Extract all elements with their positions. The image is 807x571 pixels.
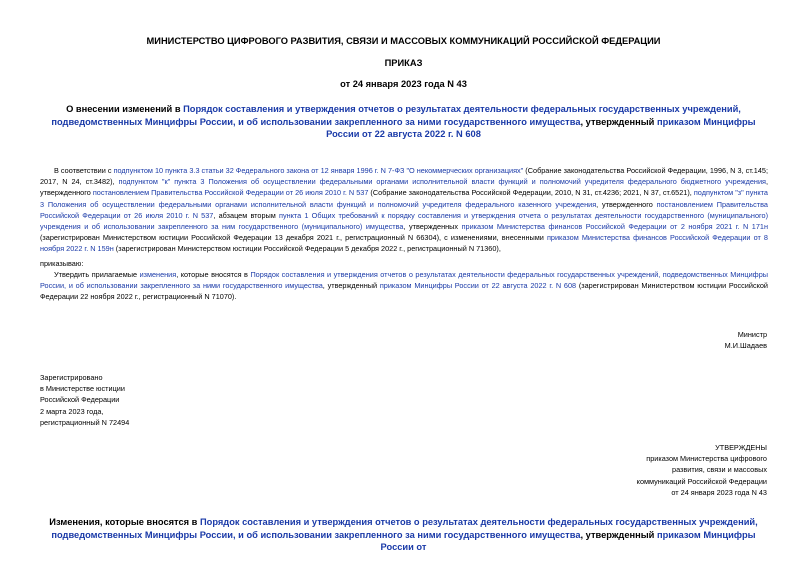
approval-line: приказом Министерства цифрового	[646, 454, 767, 464]
approval-line: коммуникаций Российской Федерации	[636, 476, 767, 486]
link-government-resolution[interactable]: постановлением Правительства Российской Федерации от 26 июля 2010 г. N 537	[92, 188, 369, 198]
changes-link-procedure[interactable]: Порядок составления и утверждения отчетов о результатах деятельности федеральных государственных учреждений, подведомственных Минцифры России, и об использовании закрепленного за ними государственного имущества	[51, 517, 758, 540]
link-order-608[interactable]: приказом Минцифры России от 22 августа 2022 г. N 608	[379, 281, 577, 291]
text: , которые вносятся в	[176, 270, 251, 279]
signature-block	[725, 329, 767, 351]
link-procedure[interactable]: Порядок составления и утверждения отчетов о результатах деятельности федеральных государственных учреждений, подведомственных Минцифры России, и об использовании закрепленного за ними государственного имущества	[40, 270, 768, 291]
document-title	[40, 103, 767, 141]
order-verb: приказываю:	[40, 259, 84, 268]
registration-line: регистрационный N 72494	[40, 417, 130, 427]
text: Утвердить прилагаемые	[54, 270, 140, 279]
title-text: , утвержденный	[580, 116, 657, 127]
preamble-paragraph	[40, 165, 768, 255]
link-general-requirements[interactable]: пункта 1 Общих требований к порядку составления и утверждения отчета о результатах деятельности государственного (муниципального) учреждения и об использовании закрепленного за ним государственного (муниципального) имущества	[40, 210, 768, 232]
link-treasury-regulation[interactable]: подпунктом "з" пункта 3 Положения об осуществлении федеральными органами исполнительной власти функций и полномочий учредителя федерального казенного учреждения	[40, 188, 768, 209]
registration-block	[40, 372, 129, 428]
title-link-procedure[interactable]: Порядок составления и утверждения отчетов о результатах деятельности федеральных государственных учреждений, подведомственных Минцифры России, и об использовании закрепленного за ними государственного имущества	[51, 104, 741, 127]
link-minfin-171n[interactable]: приказом Министерства финансов Российской Федерации от 2 ноября 2021 г. N 171н	[461, 222, 769, 232]
signatory-name: М.И.Шадаев	[724, 341, 767, 351]
text: , утвержденный	[322, 281, 380, 291]
text: (Собрание законодательства Российской Федерации, 2010, N 31, ст.4236; 2021, N 37, ст.6521),	[368, 188, 694, 198]
registration-line: Российской Федерации	[40, 395, 120, 405]
text: , утвержденного	[596, 199, 657, 209]
signatory-position: Министр	[737, 330, 767, 339]
link-minfin-159n[interactable]: приказом Министерства финансов Российской Федерации от 8 ноября 2022 г. N 159н	[40, 233, 768, 254]
ministry-heading: МИНИСТЕРСТВО ЦИФРОВОГО РАЗВИТИЯ, СВЯЗИ И МАССОВЫХ КОММУНИКАЦИЙ РОССИЙСКОЙ ФЕДЕРАЦИИ	[146, 36, 661, 46]
link-federal-law[interactable]: подпунктом 10 пункта 3.3 статьи 32 Федерального закона от 12 января 1996 г. N 7-ФЗ "О некоммерческих организациях"	[113, 166, 524, 175]
approval-block	[637, 442, 767, 498]
text: (зарегистрирован Министерством юстиции Российской Федерации 22 ноября 2022 г., регистрационный N 71070).	[40, 281, 769, 302]
registration-line: в Министерстве юстиции	[40, 384, 125, 394]
link-changes[interactable]: изменения	[139, 270, 177, 279]
title-text: О внесении изменений в	[66, 104, 184, 114]
text: В соответствии с	[54, 166, 114, 175]
approval-line: развития, связи и массовых	[672, 465, 767, 475]
link-budget-regulation[interactable]: подпунктом "к" пункта 3 Положения об осуществлении федеральными органами исполнительной власти функций и полномочий учредителя федерального бюджетного учреждения	[118, 177, 766, 187]
text: , утвержденный	[580, 529, 657, 540]
approval-line: УТВЕРЖДЕНЫ	[715, 443, 767, 452]
text: (зарегистрирован Министерством юстиции Российской Федерации 13 декабря 2021 г., регистрационный N 66304), с изменениями, внесенными	[40, 233, 547, 243]
text: (Собрание законодательства Российской Федерации, 1996, N 3, ст.145; 2017, N 24, ст.3482),	[40, 166, 768, 187]
document-type: ПРИКАЗ	[384, 58, 423, 68]
title-link-order[interactable]: приказом Минцифры России от 22 августа 2022 г. N 608	[326, 116, 756, 139]
approval-line: от 24 января 2023 года N 43	[671, 487, 767, 497]
registration-line: Зарегистрировано	[40, 373, 103, 382]
registration-line: 2 марта 2023 года,	[40, 406, 104, 416]
link-government-resolution-2[interactable]: постановлением Правительства Российской Федерации от 26 июля 2010 г. N 537	[40, 199, 768, 220]
text: Изменения, которые вносятся в	[49, 517, 200, 527]
changes-link-order[interactable]: приказом Минцифры России от	[380, 529, 756, 552]
changes-title	[40, 516, 767, 554]
order-paragraph	[40, 269, 768, 303]
text: , утвержденного	[40, 177, 768, 198]
document-date: от 24 января 2023 года N 43	[340, 79, 467, 89]
text: (зарегистрирован Министерством юстиции Российской Федерации 5 декабря 2022 г., регистрационный N 71360),	[113, 244, 501, 254]
text: , абзацем вторым	[213, 210, 279, 220]
text: , утвержденных	[403, 222, 462, 232]
